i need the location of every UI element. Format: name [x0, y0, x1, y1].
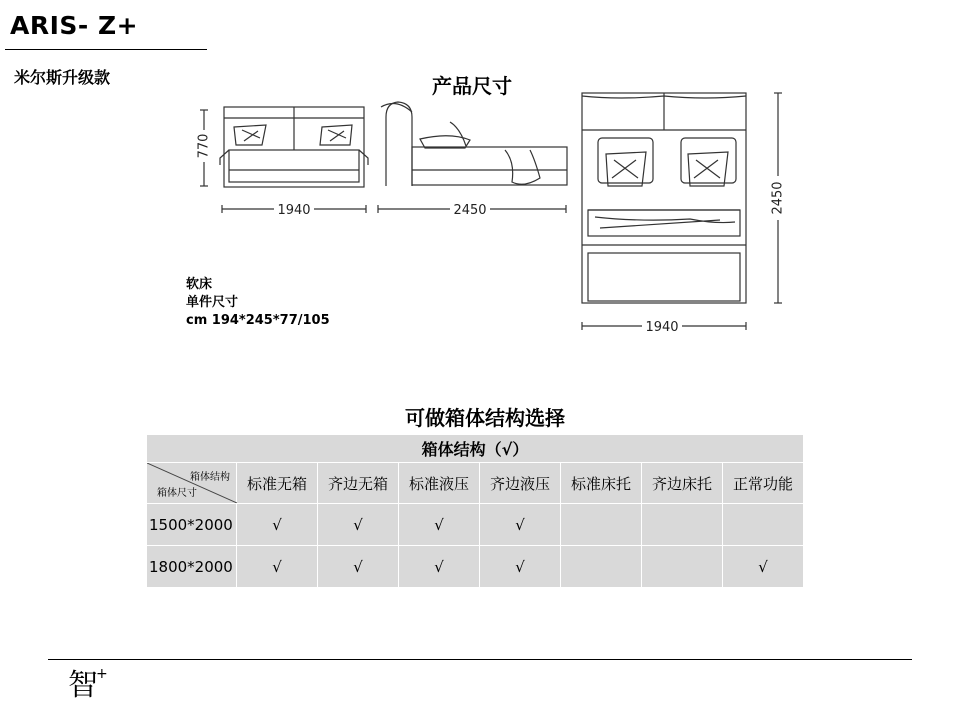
table-cell: √	[318, 504, 399, 546]
table-cell	[561, 504, 642, 546]
product-subtitle: 米尔斯升级款	[14, 68, 111, 87]
column-header: 正常功能	[723, 463, 804, 504]
column-header: 齐边无箱	[318, 463, 399, 504]
front-height-label: 770	[196, 133, 212, 159]
column-header: 标准床托	[561, 463, 642, 504]
front-width-label: 1940	[277, 203, 311, 218]
box-structure-table	[146, 434, 804, 588]
corner-label-top: 箱体结构	[190, 472, 230, 483]
product-title: ARIS- Z+	[10, 11, 139, 40]
table-title: 箱体结构（√）	[147, 435, 804, 463]
table-cell: √	[318, 546, 399, 588]
column-header: 标准无箱	[237, 463, 318, 504]
brand-char: 智	[68, 668, 98, 703]
column-header: 标准液压	[399, 463, 480, 504]
table-cell: √	[723, 546, 804, 588]
column-header: 齐边床托	[642, 463, 723, 504]
table-cell: √	[399, 546, 480, 588]
table-cell	[561, 546, 642, 588]
spec-type: 软床	[186, 277, 213, 292]
table-cell: √	[480, 504, 561, 546]
row-size-label: 1500*2000	[147, 504, 237, 546]
side-view-drawing	[381, 102, 567, 186]
brand-logo	[68, 662, 110, 704]
brand-mark: +	[96, 666, 108, 682]
top-width-label: 1940	[645, 320, 679, 335]
corner-header-cell	[147, 463, 237, 504]
table-row	[147, 504, 804, 546]
dimensions-heading: 产品尺寸	[432, 74, 512, 98]
side-length-label: 2450	[453, 203, 487, 218]
table-row	[147, 546, 804, 588]
table-cell: √	[237, 546, 318, 588]
table-cell: √	[237, 504, 318, 546]
top-length-label: 2450	[770, 181, 786, 215]
row-size-label: 1800*2000	[147, 546, 237, 588]
corner-label-bottom: 箱体尺寸	[157, 488, 197, 499]
column-header: 齐边液压	[480, 463, 561, 504]
footer-divider	[48, 659, 912, 660]
top-view-drawing	[582, 93, 746, 303]
table-cell: √	[480, 546, 561, 588]
front-view-drawing	[220, 107, 368, 187]
table-cell	[642, 546, 723, 588]
spec-label: 单件尺寸	[186, 295, 239, 310]
options-heading: 可做箱体结构选择	[405, 406, 565, 430]
spec-block	[186, 276, 330, 330]
spec-size: cm 194*245*77/105	[186, 313, 330, 328]
table-cell	[642, 504, 723, 546]
table-cell: √	[399, 504, 480, 546]
table-cell	[723, 504, 804, 546]
